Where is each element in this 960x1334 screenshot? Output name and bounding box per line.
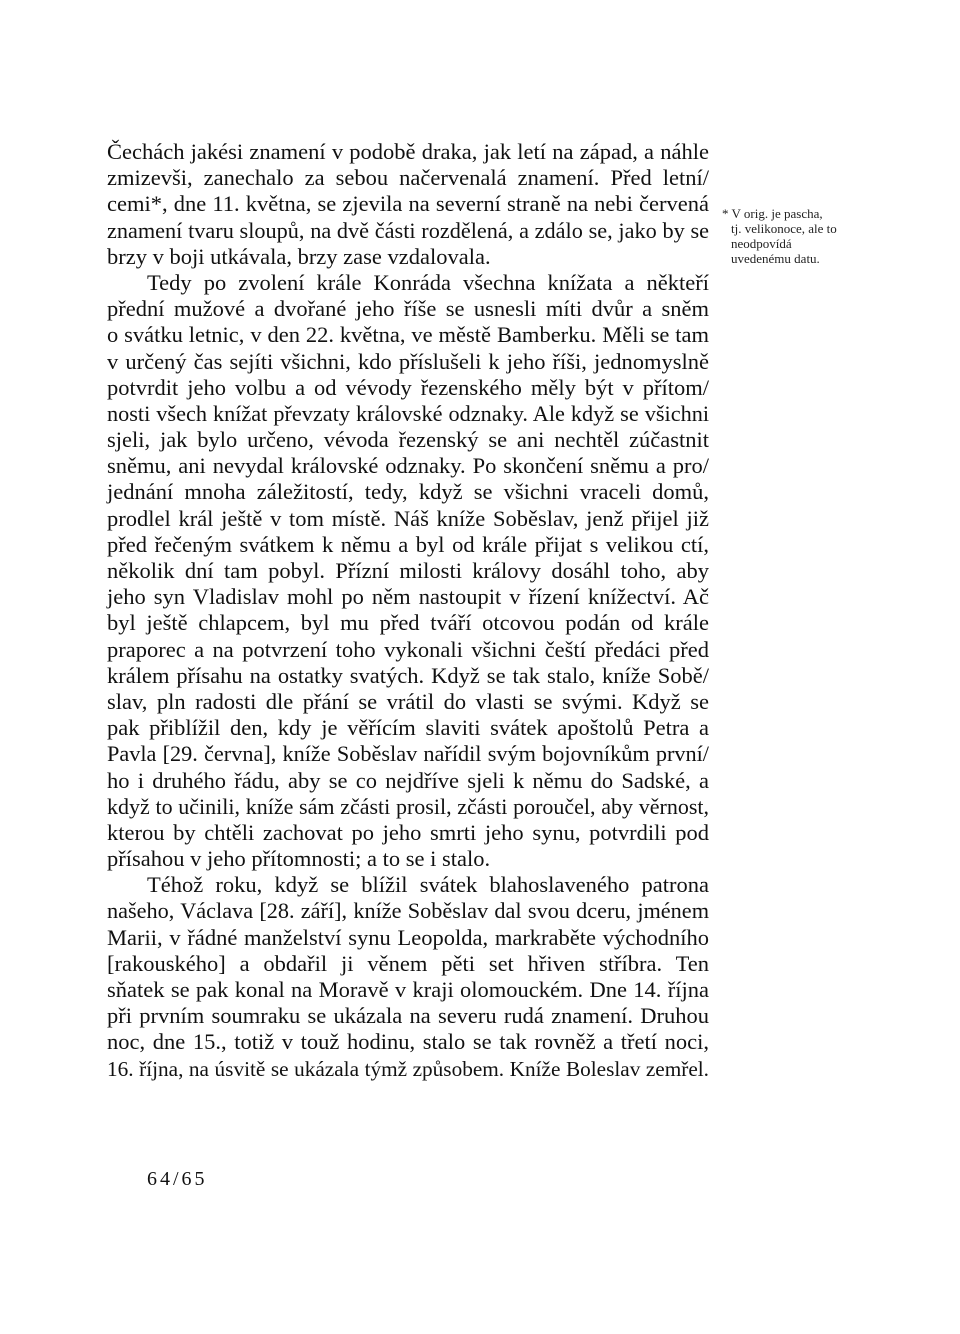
footnote-line: neodpovídá	[731, 236, 792, 251]
body-line: králem přísahu na ostatky svatých. Když se tak stalo, kníže Sobě/	[107, 662, 709, 688]
body-line: byl ještě chlapcem, byl mu před tváří otcovou podán od krále	[107, 610, 709, 636]
body-line: našeho, Václava [28. září], kníže Soběslav dal svou dceru, jménem	[107, 898, 709, 924]
body-line: zmizevši, zanechalo za sebou načervenalá znamení. Před letní/	[107, 165, 709, 191]
body-line: při prvním soumraku se ukázala na severu rudá znamení. Druhou	[107, 1003, 709, 1029]
body-line: přední mužové a dvořané jeho říše se usnesli míti dvůr a sněm	[107, 296, 709, 322]
body-line: přísahou v jeho přítomnosti; a to se i stalo.	[107, 846, 491, 872]
body-line: cemi*, dne 11. května, se zjevila na severní straně na nebi červená	[107, 191, 709, 217]
footnote-line: * V orig. je pascha,	[722, 206, 823, 221]
body-line: noc, dne 15., totiž v touž hodinu, stalo se tak rovněž a třetí noci,	[107, 1029, 709, 1055]
body-line: kterou by chtěli zachovat po jeho smrti jeho synu, potvrdili pod	[107, 819, 709, 845]
body-text	[107, 139, 709, 1082]
body-line: jeho syn Vladislav mohl po něm nastoupit v řízení knížectví. Ač	[107, 584, 709, 610]
body-line: Téhož roku, když se blížil svátek blahoslaveného patrona	[147, 872, 709, 898]
body-line: [rakouského] a obdařil ji věnem pěti set hřiven stříbra. Ten	[107, 950, 709, 976]
body-line: ho i druhého řádu, aby se co nejdříve sjeli k němu do Sadské, a	[107, 767, 709, 793]
body-line: před řečeným svátkem k němu a byl od krále přijat s velikou ctí,	[107, 531, 709, 557]
body-line: nosti všech knížat převzaty královské odznaky. Ale když se všichni	[107, 400, 709, 426]
body-line: brzy v boji utkávala, brzy zase vzdalovala.	[107, 243, 491, 269]
body-line: Marii, v řádné manželství synu Leopolda, markraběte východního	[107, 924, 709, 950]
body-line: o svátku letnic, v den 22. května, ve městě Bamberku. Měli se tam	[107, 322, 709, 348]
body-line: Tedy po zvolení krále Konráda všechna knížata a někteří	[147, 269, 709, 295]
footnote-line: uvedenému datu.	[731, 251, 820, 266]
body-line: potvrdit jeho volbu a od vévody řezenského měly být v přítom/	[107, 374, 709, 400]
body-line: v určený čas sejíti všichni, kdo příslušeli k jeho říši, jednomyslně	[107, 348, 709, 374]
body-line: Pavla [29. června], kníže Soběslav nařídil svým bojovníkům první/	[107, 741, 709, 767]
body-line: sjeli, jak bylo určeno, vévoda řezenský se ani nechtěl zúčastnit	[107, 427, 709, 453]
margin-footnote	[722, 206, 882, 266]
body-line: když to učinili, kníže sám zčásti prosil, zčásti poroučel, aby věrnost,	[107, 793, 709, 819]
body-line: pak přiblížil den, kdy je věřícím slaviti svátek apoštolů Petra a	[107, 715, 709, 741]
body-line: sňatek se pak konal na Moravě v kraji olomouckém. Dne 14. října	[107, 977, 709, 1002]
body-line: znamení tvaru sloupů, na dvě části rozdělená, a zdálo se, jako by se	[107, 217, 709, 243]
body-line: praporec a na potvrzení toho vykonali všichni čeští předáci před	[107, 636, 709, 662]
body-line: sněmu, ani nevydal královské odznaky. Po skončení sněmu a pro/	[107, 453, 709, 479]
body-line: slav, pln radosti dle přání se vrátil do vlasti se svými. Když se	[107, 688, 709, 714]
body-line: jednání mnoha záležitostí, tedy, když se všichni vraceli domů,	[107, 479, 709, 505]
body-line: několik dní tam pobyl. Přízní milosti královy dosáhl toho, aby	[107, 558, 709, 583]
body-line: 16. října, na úsvitě se ukázala týmž způsobem. Kníže Boleslav zemřel.	[107, 1056, 709, 1081]
footnote-line: tj. velikonoce, ale to	[731, 221, 837, 236]
page-number: 64/65	[147, 1168, 208, 1190]
body-line: prodlel král ještě v tom místě. Náš kníže Soběslav, jenž přijel již	[107, 505, 709, 531]
body-line: Čechách jakési znamení v podobě draka, jak letí na západ, a náhle	[107, 139, 709, 164]
